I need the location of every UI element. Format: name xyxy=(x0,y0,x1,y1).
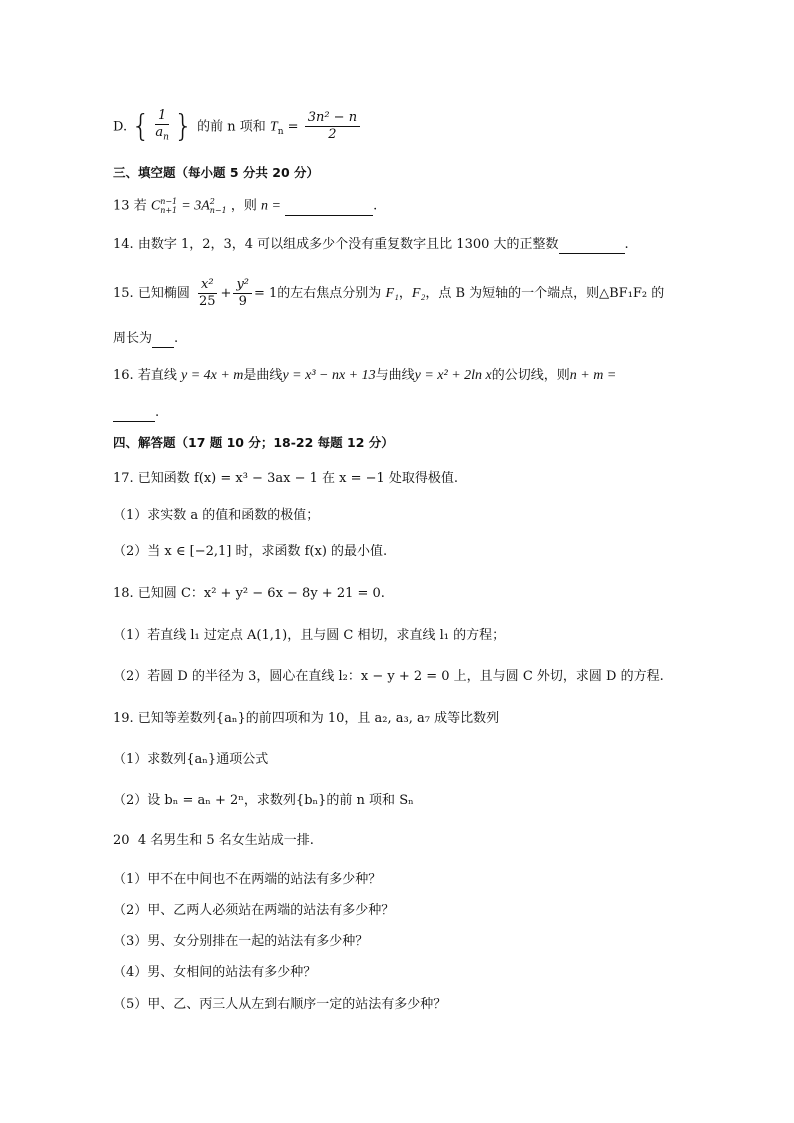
combination-symbol: C xyxy=(150,198,161,214)
fraction-x2-over-25 xyxy=(196,277,219,310)
question-19-part-2: （2）设 bₙ = aₙ + 2ⁿ，求数列{bₙ}的前 n 项和 Sₙ xyxy=(113,793,414,808)
question-15-line-2 xyxy=(113,330,178,348)
period: . xyxy=(624,237,629,252)
question-number: 14. xyxy=(113,237,134,252)
rhs-numerator: 3n² − n xyxy=(305,110,360,127)
question-20-part-1: （1）甲不在中间也不在两端的站法有多少种？ xyxy=(113,872,382,887)
answer-blank[interactable] xyxy=(152,333,174,348)
question-text-3: 与曲线 xyxy=(375,368,415,383)
combination-subscript: n+1 xyxy=(160,206,178,215)
answer-blank[interactable] xyxy=(113,407,155,422)
question-text-2: 的左右焦点分别为 xyxy=(277,286,382,301)
plus: + xyxy=(220,286,232,301)
question-20-stem xyxy=(113,832,314,850)
question-text: 周长为 xyxy=(113,331,153,346)
question-20-part-5: （5）甲、乙、丙三人从左到右顺序一定的站法有多少种？ xyxy=(113,997,447,1012)
question-17-part-1: （1）求实数 a 的值和函数的极值； xyxy=(113,508,320,523)
answer-prompt: n + m = xyxy=(569,368,617,383)
question-17-stem: 17. 已知函数 f(x) = x³ − 3ax − 1 在 x = −1 处取得极值. xyxy=(113,471,459,486)
period: . xyxy=(155,405,160,420)
curve-equation-1: y = x³ − nx + 13 xyxy=(282,368,376,383)
question-text-3: ，点 B 为短轴的一个端点，则△BF₁F₂ 的 xyxy=(425,286,665,301)
answer-prompt: n = xyxy=(261,198,281,214)
question-text: 已知椭圆 xyxy=(137,286,190,301)
combination-superscript: n−1 xyxy=(160,197,178,206)
focus-f2: F₂ xyxy=(411,286,426,301)
section-title-fill-blank: 三、填空题（每小题 5 分共 20 分） xyxy=(113,165,320,180)
question-text-2: 是曲线 xyxy=(243,368,283,383)
fraction-rhs xyxy=(305,110,360,143)
denominator: a xyxy=(155,125,164,140)
separator: ， xyxy=(398,286,412,301)
question-text: 若 xyxy=(133,198,147,214)
denominator-subscript: n xyxy=(163,132,169,143)
question-number: 15. xyxy=(113,286,134,301)
question-number: 13 xyxy=(113,198,130,214)
question-14 xyxy=(113,236,629,254)
question-text-4: 的公切线，则 xyxy=(491,368,570,383)
denominator: 25 xyxy=(198,294,216,309)
question-text: 4 名男生和 5 名女生站成一排. xyxy=(137,833,314,848)
left-brace: { xyxy=(131,108,151,144)
option-text: 的前 n 项和 xyxy=(197,119,266,135)
symbol-t: T xyxy=(269,119,278,135)
question-20-part-3: （3）男、女分别排在一起的站法有多少种？ xyxy=(113,934,369,949)
numerator: x² xyxy=(198,277,217,294)
arrangement-expression: = 3A xyxy=(181,198,210,214)
numerator: 1 xyxy=(155,108,169,125)
question-19-stem: 19. 已知等差数列{aₙ}的前四项和为 10，且 a₂, a₃, a₇ 成等比数列 xyxy=(113,711,500,726)
equals: = xyxy=(287,119,299,135)
option-label: D. xyxy=(113,119,128,135)
equals-one: = 1 xyxy=(254,286,278,301)
focus-f1: F₁ xyxy=(385,286,399,301)
question-18-stem: 18. 已知圆 C：x² + y² − 6x − 8y + 21 = 0. xyxy=(113,586,385,601)
question-18-part-1: （1）若直线 l₁ 过定点 A(1,1)，且与圆 C 相切，求直线 l₁ 的方程； xyxy=(113,628,506,643)
question-text: 若直线 xyxy=(137,368,177,383)
question-17-part-2: （2）当 x ∈ [−2,1] 时，求函数 f(x) 的最小值. xyxy=(113,544,388,559)
denominator: 9 xyxy=(238,294,247,309)
arrangement-superscript: 2 xyxy=(209,197,215,206)
answer-blank[interactable] xyxy=(559,239,625,254)
question-18-part-2: （2）若圆 D 的半径为 3，圆心在直线 l₂：x − y + 2 = 0 上，且与圆 C 外切，求圆 D 的方程. xyxy=(113,669,664,684)
line-equation: y = 4x + m xyxy=(180,368,244,383)
question-text: 由数字 1，2，3，4 可以组成多少个没有重复数字且比 1300 大的正整数 xyxy=(137,237,559,252)
numerator: y² xyxy=(233,277,252,294)
arrangement-subscript: n−1 xyxy=(209,206,227,215)
question-13: 13 若 C n−1 n+1 = 3A 2 n−1 ，则 n = . xyxy=(113,197,378,215)
curve-equation-2: y = x² + 2ln x xyxy=(414,368,492,383)
rhs-denominator: 2 xyxy=(328,127,337,143)
question-20-part-2: （2）甲、乙两人必须站在两端的站法有多少种？ xyxy=(113,903,395,918)
symbol-t-subscript: n xyxy=(277,126,284,137)
question-16 xyxy=(113,367,616,385)
question-20-part-4: （4）男、女相间的站法有多少种？ xyxy=(113,965,317,980)
question-number: 16. xyxy=(113,368,134,383)
section-title-solutions: 四、解答题（17 题 10 分；18-22 每题 12 分） xyxy=(113,435,394,450)
answer-blank[interactable] xyxy=(285,201,373,216)
fraction-one-over-an xyxy=(152,108,172,146)
period: . xyxy=(174,331,179,346)
right-brace: } xyxy=(173,108,193,144)
option-d xyxy=(113,108,362,150)
question-15 xyxy=(113,276,664,312)
question-number: 20 xyxy=(113,833,130,848)
question-16-line-2 xyxy=(113,404,159,422)
question-19-part-1: （1）求数列{aₙ}通项公式 xyxy=(113,752,269,767)
fraction-y2-over-9 xyxy=(233,277,252,310)
question-text-2: ，则 xyxy=(230,198,257,214)
